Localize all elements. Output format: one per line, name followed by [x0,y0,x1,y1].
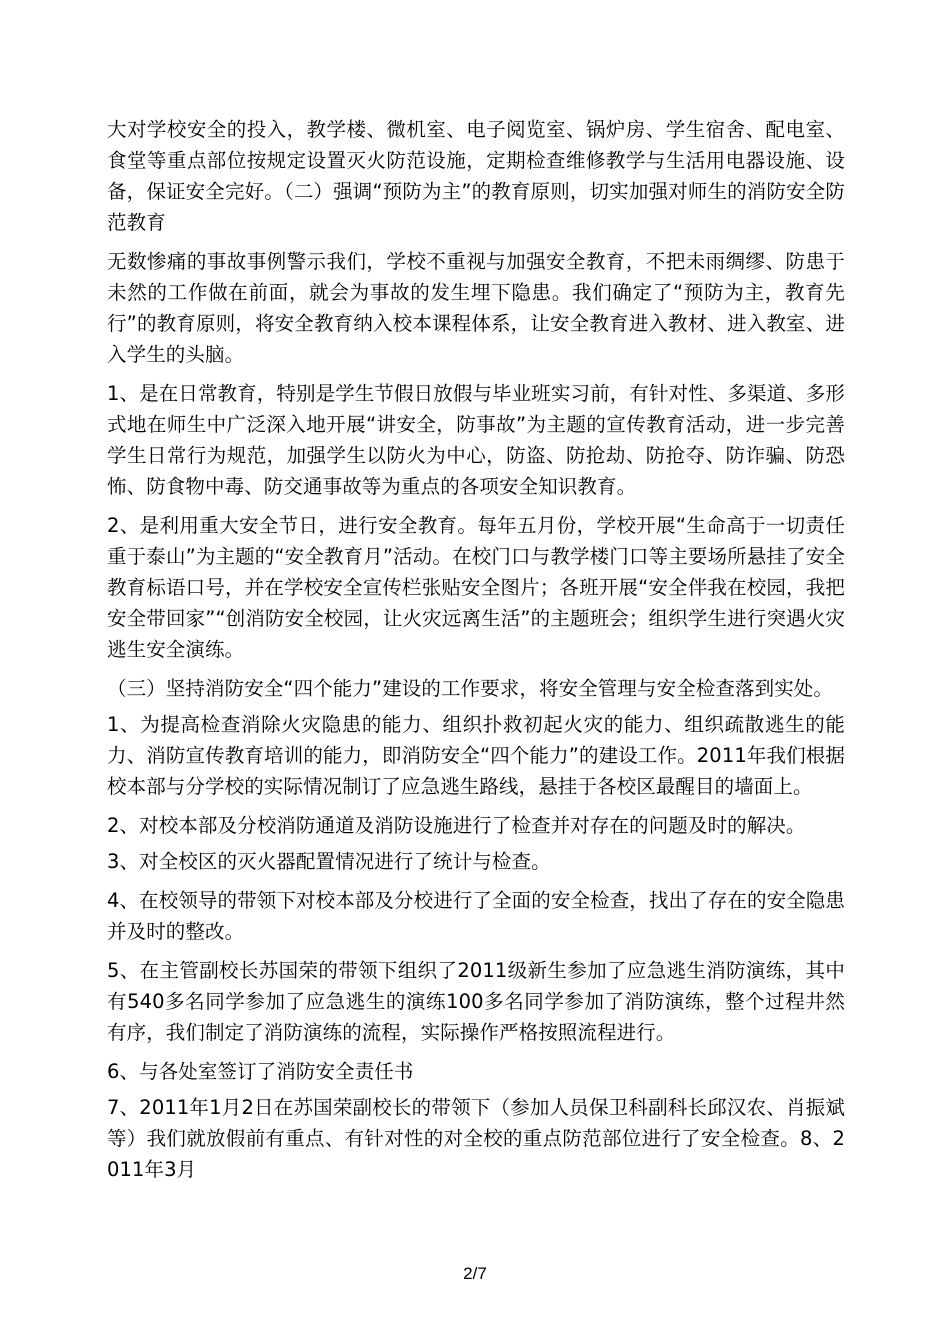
paragraph-12: 7、2011年1月2日在苏国荣副校长的带领下（参加人员保卫科副科长邱汉农、肖振斌等）我们就放假前有重点、有针对性的对全校的重点防范部位进行了安全检查。8、2011年3月 [107,1096,845,1181]
paragraph-1: 大对学校安全的投入，教学楼、微机室、电子阅览室、锅炉房、学生宿舍、配电室、食堂等重点部位按规定设置灭火防范设施，定期检查维修教学与生活用电器设施、设备，保证安全完好。（二）强调“预防为主”的教育原则，切实加强对师生的消防安全防范教育 [107,118,845,234]
page-number: 2/7 [463,1264,487,1283]
paragraph-3: 1、是在日常教育，特别是学生节假日放假与毕业班实习前，有针对性、多渠道、多形式地在师生中广泛深入地开展“讲安全，防事故”为主题的宣传教育活动，进一步完善学生日常行为规范，加强学生以防火为中心，防盗、防抢劫、防抢夺、防诈骗、防恐怖、防食物中毒、防交通事故等为重点的各项安全知识教育。 [107,382,845,498]
paragraph-2: 无数惨痛的事故事例警示我们，学校不重视与加强安全教育，不把未雨绸缪、防患于未然的工作做在前面，就会为事故的发生埋下隐患。我们确定了“预防为主，教育先行”的教育原则，将安全教育纳入校本课程体系，让安全教育进入教材、进入教室、进入学生的头脑。 [107,250,845,366]
paragraph-11: 6、与各处室签订了消防安全责任书 [107,1060,414,1083]
paragraph-10: 5、在主管副校长苏国荣的带领下组织了2011级新生参加了应急逃生消防演练，其中有540多名同学参加了应急逃生的演练100多名同学参加了消防演练，整个过程井然有序，我们制定了消防演练的流程，实际操作严格按照流程进行。 [107,959,845,1044]
paragraph-9: 4、在校领导的带领下对校本部及分校进行了全面的安全检查，找出了存在的安全隐患并及时的整改。 [107,889,845,943]
document-body [107,114,845,1193]
paragraph-7: 2、对校本部及分校消防通道及消防设施进行了检查并对存在的问题及时的解决。 [107,814,806,837]
paragraph-6: 1、为提高检查消除火灾隐患的能力、组织扑救初起火灾的能力、组织疏散逃生的能力、消防宣传教育培训的能力，即消防安全“四个能力”的建设工作。2011年我们根据校本部与分学校的实际情况制订了应急逃生路线，悬挂于各校区最醒目的墙面上。 [107,713,845,798]
paragraph-8: 3、对全校区的灭火器配置情况进行了统计与检查。 [107,850,551,873]
paragraph-5: （三）坚持消防安全“四个能力”建设的工作要求，将安全管理与安全检查落到实处。 [107,677,834,700]
paragraph-4: 2、是利用重大安全节日，进行安全教育。每年五月份，学校开展“生命高于一切责任重于泰山”为主题的“安全教育月”活动。在校门口与教学楼门口等主要场所悬挂了安全教育标语口号，并在学校安全宣传栏张贴安全图片；各班开展“安全伴我在校园，我把安全带回家”“创消防安全校园，让火灾远离生活”的主题班会；组织学生进行突遇火灾逃生安全演练。 [107,514,845,661]
